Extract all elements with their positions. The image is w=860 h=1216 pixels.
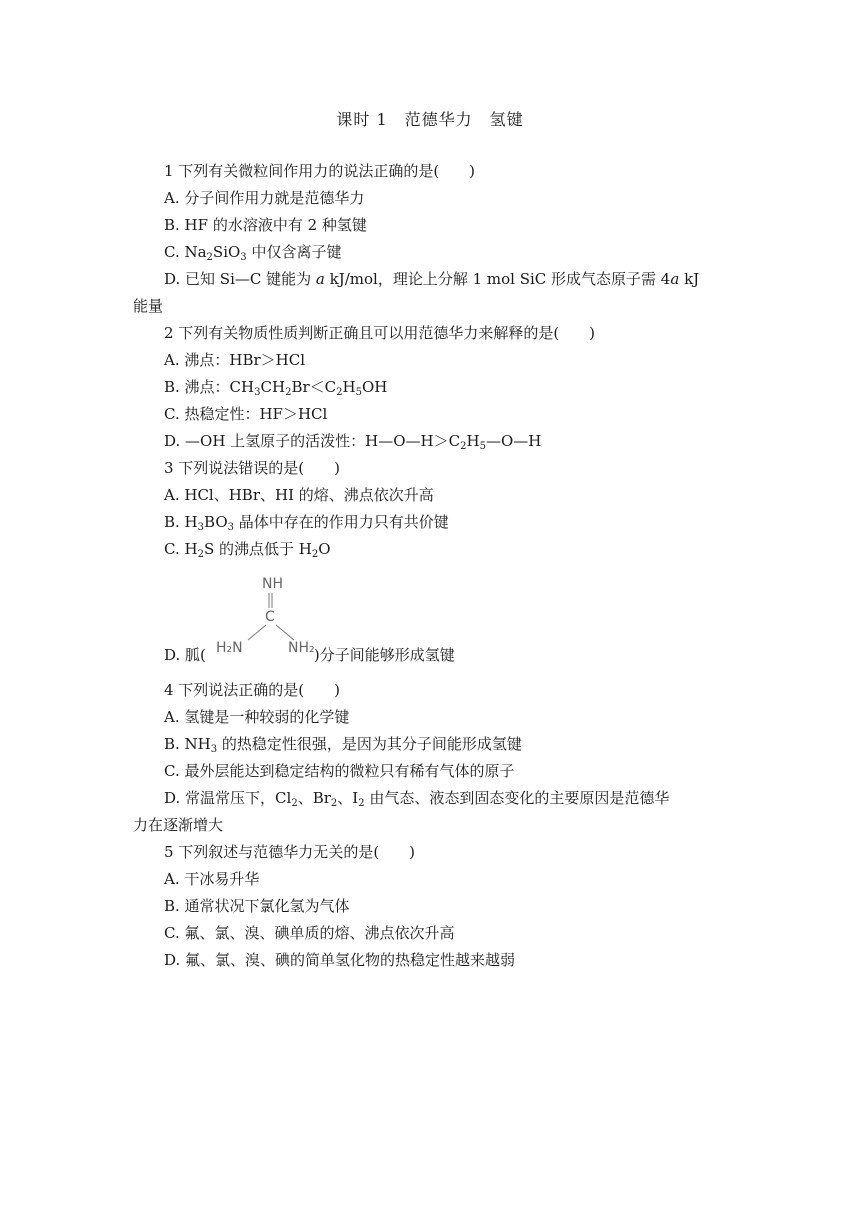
q2-option-a: A. 沸点：HBr＞HCl — [164, 351, 305, 369]
q2-option-b: B. 沸点：$CH_3CH_2Br<C_2H_5OH$ — [164, 378, 388, 398]
q4-option-b: B. $NH_3$ 的热稳定性很强，是因为其分子间能形成氢键 — [164, 735, 522, 755]
struct-nh-label: NH — [262, 576, 283, 592]
q5-option-d: D. 氟、氯、溴、碘的简单氢化物的热稳定性越来越弱 — [164, 951, 516, 969]
q4-option-c: C. 最外层能达到稳定结构的微粒只有稀有气体的原子 — [164, 762, 515, 780]
q3-stem: 3 下列说法错误的是( ) — [164, 459, 341, 477]
q3-option-d: D. 胍( )分子间能够形成氢键 — [164, 646, 455, 664]
q5-option-b: B. 通常状况下氯化氢为气体 — [164, 897, 350, 915]
q5-option-a: A. 干冰易升华 — [164, 870, 260, 888]
q5-stem: 5 下列叙述与范德华力无关的是( ) — [164, 843, 416, 861]
q2-stem: 2 下列有关物质性质判断正确且可以用范德华力来解释的是( ) — [164, 324, 596, 342]
q1-option-d: D. 已知 Si—C 键能为 a kJ/mol，理论上分解 1 mol SiC 形成气态原子需 4a kJ — [164, 270, 700, 288]
q4-option-d-continued: 力在逐渐增大 — [133, 816, 224, 834]
q5-option-c: C. 氟、氯、溴、碘单质的熔、沸点依次升高 — [164, 924, 455, 942]
struct-nh2-label: NH₂ — [288, 640, 315, 656]
struct-h2n-label: H₂N — [216, 640, 243, 656]
q4-stem: 4 下列说法正确的是( ) — [164, 681, 341, 699]
q1-stem: 1 下列有关微粒间作用力的说法正确的是( ) — [164, 162, 476, 180]
struct-c-label: C — [265, 609, 275, 625]
q2-option-d: D. —OH 上氢原子的活泼性：$H—O—H>C_2H_5—O—H$ — [164, 432, 542, 452]
q1-option-a: A. 分子间作用力就是范德华力 — [164, 189, 365, 207]
q4-option-d: D. 常温常压下，$Cl_2$、$Br_2$、$I_2$ 由气态、液态到固态变化的主要原因是范德华 — [164, 789, 670, 809]
q4-option-a: A. 氢键是一种较弱的化学键 — [164, 708, 350, 726]
q3-option-a: A. HCl、HBr、HI 的熔、沸点依次升高 — [164, 486, 434, 504]
q3-option-c: C. $H_2S$ 的沸点低于 $H_2O$ — [164, 540, 331, 560]
q1-option-b: B. HF 的水溶液中有 2 种氢键 — [164, 216, 367, 234]
q2-option-c: C. 热稳定性：HF＞HCl — [164, 405, 328, 423]
q1-option-d-continued: 能量 — [133, 297, 164, 315]
page-title: 课时 1 范德华力 氢键 — [336, 110, 524, 129]
q1-option-c: C. $Na_2SiO_3$ 中仅含离子键 — [164, 243, 342, 263]
q3-option-b: B. $H_3BO_3$ 晶体中存在的作用力只有共价键 — [164, 513, 449, 533]
